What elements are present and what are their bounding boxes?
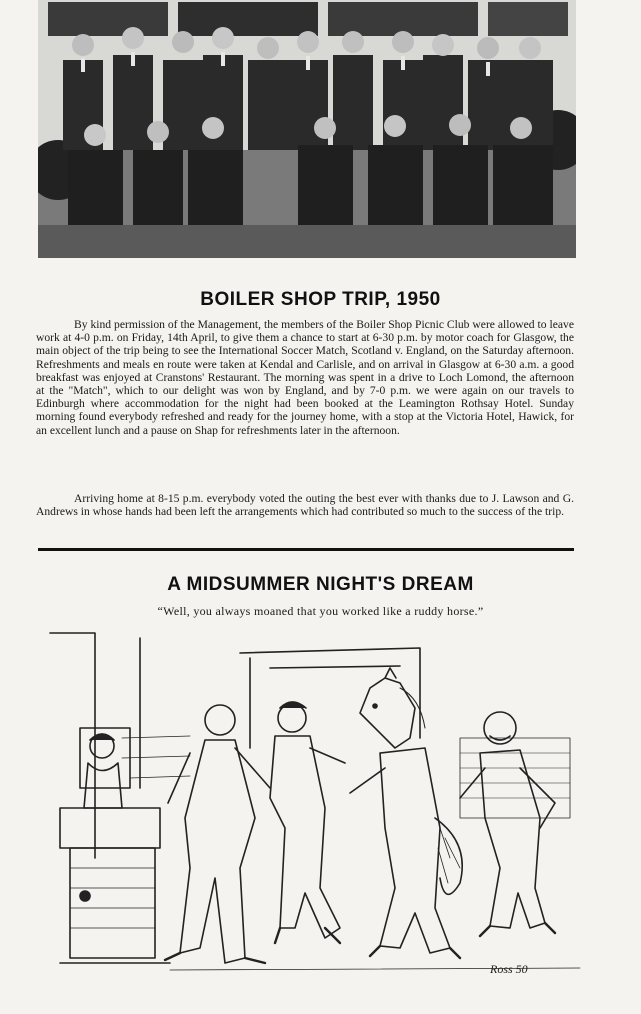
group-photo-image <box>38 0 576 258</box>
article-paragraph-2: Arriving home at 8-15 p.m. everybody voted the outing the best ever with thanks due to J. Lawson and G. Andrews in whose hands had been left the arrangements which had contributed so much to the success of the trip. <box>36 492 574 519</box>
article-paragraph-1: By kind permission of the Management, the members of the Boiler Shop Picnic Club were allowed to leave work at 4-0 p.m. on Friday, 14th April, to give them a chance to start at 6-30 p.m. by motor coach for Glasgow, the main object of the trip being to see the International Soccer Match, Scotland v. England, on the Saturday afternoon. Refreshments and meals en route were taken at Kendal and Carlisle, and on arrival in Glasgow at 6-30 a.m. a good breakfast was enjoyed at Cranstons' Restaurant. The morning was spent in a drive to Loch Lomond, the afternoon at the "Match", which to our delight was won by England, and by 7-0 p.m. we were again on our travels to Edinburgh where accommodation for the night had been booked at the Leamington Rothsay Hotel. Sunday morning found everybody refreshed and ready for the journey home, with a stop at the Victoria Hotel, Hawick, for an excellent lunch and a pause on Shap for refreshments later in the afternoon. <box>36 318 574 437</box>
section-divider <box>38 548 574 551</box>
cartoon-signature: Ross 50 <box>490 962 528 976</box>
article-title: BOILER SHOP TRIP, 1950 <box>200 289 441 310</box>
cartoon-illustration <box>40 628 596 988</box>
cartoon-caption: “Well, you always moaned that you worked like a ruddy horse.” <box>157 604 484 618</box>
cartoon-title: A MIDSUMMER NIGHT'S DREAM <box>167 574 474 595</box>
group-photo <box>38 0 576 258</box>
